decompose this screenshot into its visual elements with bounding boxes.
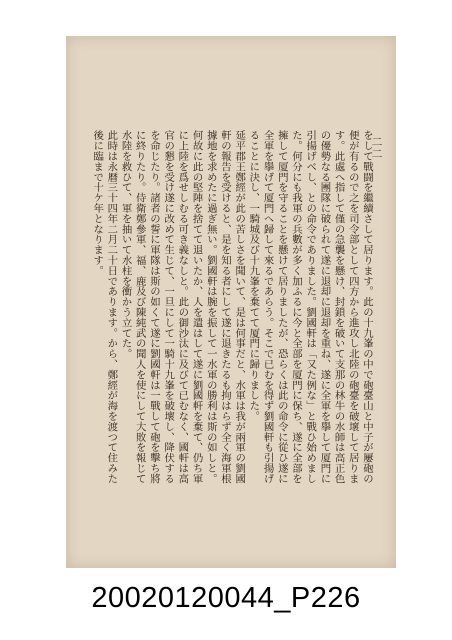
image-caption: 20020120044_P226 <box>91 582 361 614</box>
paragraph: 此時は永暦三十四年二月二十日であります。から、鄭經が海を渡つて住みた後に臨まで十ケ年となります。 <box>91 130 118 484</box>
paragraph: 延平郡王鄭經が此の苦しさを聞いて、是は何事だと、水軍は我が兩軍の劉國軒の報告を受けると、是を知る者にして遂に退きたるも拘はらず全く海軍根據地を求めたに過ぎ無い。劉國軒は腕を振して一水軍の勝利は斯の如しと。何故に此の堅陣を捨てて退いたか、人を遣はして遂に劉國軒を棄て、仍ち軍に上陸を爲せしむる可き義なしと。此の御沙汰に及びて已むなく、國軒は高官の懇を受け遂に改めて生じて、一旦にして一騎十九峯を破壞し、降伏するを命じたり。諸者の誓に軍隊は斯の如くて遂に劉國軒は一戰して砲を擊ち將に終りたり。侍衛鄭參軍、福、鹿及び陳純武の聞人を使にして大敗を報じて水陸を救ひて、軍を抽いて水柱を衝かう立てた。 <box>119 130 246 484</box>
body-text <box>90 130 374 492</box>
scanned-page <box>66 36 396 568</box>
paragraph: をして戰闘を繼續さして居ります。此の十九峯の中で砲臺山と中子が屢砲の便が有るので之を司令部として四方から進攻し北陸の砲臺を破壞して居ります。此處へ指して僅の急襲を懸け、封鎖を破いて支那の林牛の水師は高正色の優勢なる團隊に破られて遂に退却に退却を重ね、遂に全軍を擧して厦門に引揚げべし、との命令でありました。劉國軒は「又た例な」と戰ひ始めました。何分にも我軍の兵數が多く加ふるに今と全部を厦門に保ち、遂に全部を擁して厦門を守ることを懸けて居りましたが、恐らくは此の命令に從ひ遂に全軍を擧げて厦門へ歸して來るであらう。そこで已むを得ず劉國軒も引揚げることに決し、一騎城及び十九峯を棄てて厦門に歸りました。 <box>247 130 373 484</box>
page-number: 二二 <box>370 136 383 160</box>
